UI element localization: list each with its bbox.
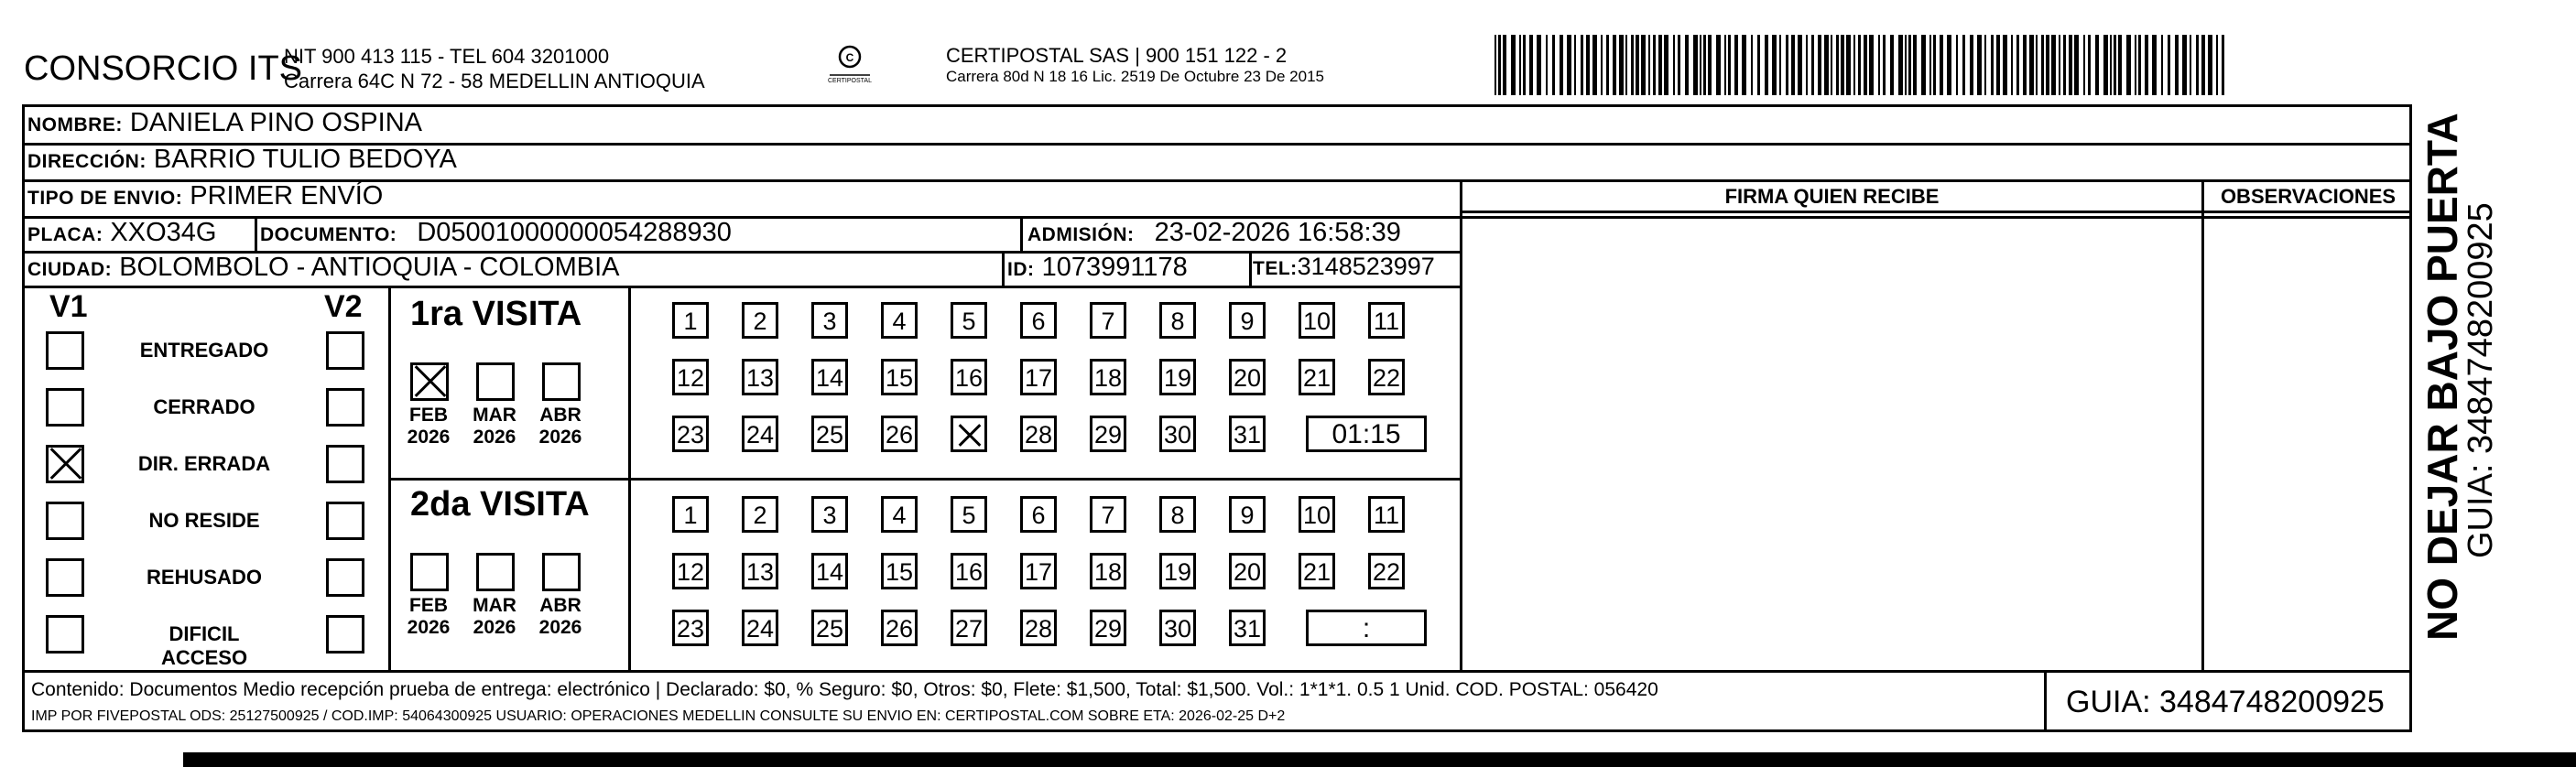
barcode-bar [1956,35,1958,95]
barcode-bar [2074,35,2079,95]
barcode-bar [1606,35,1609,95]
month-year: 2026 [473,427,516,448]
reason-label: CERRADO [153,395,255,418]
barcode-bar [1908,35,1911,95]
barcode-bar [1641,35,1646,95]
barcode-bar [1940,35,1943,95]
barcode-bar [1757,35,1760,95]
reason-label: NO RESIDE [148,509,260,532]
barcode-bar [1636,35,1639,95]
barcode-bar [1613,35,1616,95]
barcode-bar [1772,35,1777,95]
day-box[interactable] [951,416,987,452]
day-box[interactable]: 22 [1368,359,1405,395]
barcode-bar [1779,35,1781,95]
day-box[interactable]: 8 [1159,496,1196,533]
month-label [537,405,584,448]
barcode-bar [1673,35,1675,95]
day-box[interactable]: 20 [1229,359,1266,395]
month-year: 2026 [407,617,451,638]
day-box[interactable]: 17 [1020,553,1057,589]
barcode-bar [1631,35,1634,95]
day-box[interactable]: 31 [1229,610,1266,646]
placa-value: XXO34G [110,218,217,247]
barcode-bar [1890,35,1894,95]
day-box[interactable]: 15 [881,553,918,589]
address-line: Carrera 64C N 72 - 58 MEDELLIN ANTIOQUIA [284,70,705,92]
day-box[interactable]: 29 [1090,610,1126,646]
barcode-bar [2216,35,2218,95]
day-box[interactable]: 12 [672,359,709,395]
day-box[interactable]: 14 [811,359,848,395]
month-year: 2026 [473,617,516,638]
barcode-bar [2011,35,2013,95]
id-field: ID: 1073991178 [1007,253,1188,282]
day-box[interactable]: 7 [1090,302,1126,339]
direccion-value: BARRIO TULIO BEDOYA [153,145,457,174]
month-label [471,405,518,448]
tipo-envio-field: TIPO DE ENVIO: PRIMER ENVÍO [27,181,384,211]
day-box[interactable]: 2 [742,302,778,339]
day-box[interactable]: 9 [1229,496,1266,533]
visit-time-box[interactable]: : [1306,610,1427,646]
no-dejar-notice: NO DEJAR BAJO PUERTA [2418,113,2466,641]
second-visit-title: 2da VISITA [410,485,590,524]
barcode-bar [2016,35,2019,95]
barcode-bar [1703,35,1706,95]
month-label [537,595,584,639]
barcode-bar [1977,35,1982,95]
barcode-bar [1519,35,1521,95]
month-checkbox[interactable] [410,553,449,591]
barcode-bar [2036,35,2038,95]
day-box[interactable]: 17 [1020,359,1057,395]
barcode-bar [1962,35,1965,95]
barcode-bar [1806,35,1808,95]
day-box[interactable]: 6 [1020,302,1057,339]
day-box[interactable]: 25 [811,610,848,646]
barcode-bar [1716,35,1721,95]
month-name: MAR [473,405,516,426]
barcode-bar [1846,35,1851,95]
tipo-envio-value: PRIMER ENVÍO [190,181,384,211]
first-visit-title: 1ra VISITA [410,295,582,333]
month-name: FEB [409,405,448,426]
v1-checkbox[interactable] [46,331,84,370]
day-box[interactable]: 28 [1020,416,1057,452]
direccion-field: DIRECCIÓN: BARRIO TULIO BEDOYA [27,145,457,174]
barcode-bar [1864,35,1867,95]
barcode-bar [1601,35,1603,95]
v1-checkbox[interactable] [46,445,84,483]
month-year: 2026 [407,427,451,448]
day-box[interactable]: 3 [811,302,848,339]
observaciones-header: OBSERVACIONES [2220,185,2397,208]
barcode-bar [1878,35,1880,95]
certipostal-logo [822,40,877,86]
barcode-bar [2118,35,2122,95]
day-box[interactable]: 18 [1090,553,1126,589]
v2-checkbox[interactable] [326,615,364,654]
nombre-value: DANIELA PINO OSPINA [129,108,422,137]
day-box[interactable]: 5 [951,302,987,339]
barcode-bar [1883,35,1886,95]
day-box[interactable]: 1 [672,496,709,533]
day-box[interactable]: 23 [672,416,709,452]
day-box[interactable]: 30 [1159,416,1196,452]
barcode-bar [1765,35,1768,95]
barcode-bar [1921,35,1926,95]
day-box[interactable]: 16 [951,359,987,395]
barcode-bar [1664,35,1668,95]
month-checkbox[interactable] [542,553,581,591]
day-box[interactable]: 21 [1299,553,1335,589]
documento-field: DOCUMENTO: D05001000000054288930 [260,218,732,247]
barcode-bar [1929,35,1931,95]
barcode-bar [1567,35,1571,95]
nit-line: NIT 900 413 115 - TEL 604 3201000 [284,45,610,68]
barcode-bar [1658,35,1662,95]
day-box[interactable]: 13 [742,553,778,589]
day-box[interactable]: 8 [1159,302,1196,339]
day-box[interactable]: 4 [881,302,918,339]
barcode-bar [1586,35,1590,95]
barcode-bar [1947,35,1951,95]
month-checkbox[interactable] [476,362,515,401]
day-box[interactable]: 9 [1229,302,1266,339]
barcode-bar [1574,35,1576,95]
bottom-edge-bar [183,752,2576,767]
admision-value: 23-02-2026 16:58:39 [1154,218,1401,247]
barcode-bar [2208,35,2212,95]
barcode-bar [2083,35,2085,95]
certipostal-line2: Carrera 80d N 18 16 Lic. 2519 De Octubre 23 De 2015 [946,68,1324,85]
day-box[interactable]: 14 [811,553,848,589]
day-box[interactable]: 23 [672,610,709,646]
v2-header: V2 [324,289,363,324]
v1-checkbox[interactable] [46,615,84,654]
placa-field: PLACA: XXO34G [27,218,217,247]
tel-field: TEL:3148523997 [1253,253,1435,280]
barcode-bar [2196,35,2199,95]
reason-label: REHUSADO [147,566,262,589]
barcode-bar [2114,35,2116,95]
svg-text:C: C [845,51,854,64]
barcode-bar [2168,35,2170,95]
day-box[interactable]: 28 [1020,610,1057,646]
reason-label: DIFICIL ACCESO [160,622,248,669]
day-box[interactable]: 19 [1159,553,1196,589]
day-box[interactable]: 25 [811,416,848,452]
barcode-bar [1831,35,1832,95]
visit-time-box[interactable]: 01:15 [1306,416,1427,452]
barcode-bar [1898,35,1903,95]
barcode [1495,35,2227,95]
day-box[interactable]: 15 [881,359,918,395]
barcode-bar [1495,35,1496,95]
barcode-bar [2029,35,2034,95]
barcode-bar [1728,35,1731,95]
barcode-bar [2161,35,2163,95]
barcode-bar [1523,35,1526,95]
barcode-bar [2088,35,2091,95]
v2-checkbox[interactable] [326,558,364,597]
day-box[interactable]: 26 [881,416,918,452]
barcode-bar [1991,35,1994,95]
footer-imp-line: IMP POR FIVEPOSTAL ODS: 25127500925 / COD.IMP: 54064300925 USUARIO: OPERACIONES MEDELLIN CONSULTE SU ENVIO EN: CERTIPOSTAL.COM SOBRE ETA: 2026-02-25 D+2 [31,708,1286,724]
v1-checkbox[interactable] [46,558,84,597]
barcode-bar [1560,35,1563,95]
barcode-bar [1836,35,1839,95]
barcode-bar [1751,35,1753,95]
reason-label: ENTREGADO [139,339,269,362]
certipostal-line1: CERTIPOSTAL SAS | 900 151 122 - 2 [946,44,1288,67]
month-name: MAR [473,595,516,616]
v1-header: V1 [49,289,88,324]
barcode-bar [2095,35,2099,95]
v2-checkbox[interactable] [326,502,364,540]
company-name: CONSORCIO ITS [24,49,303,88]
day-box[interactable]: 18 [1090,359,1126,395]
barcode-bar [1693,35,1698,95]
day-box[interactable]: 5 [951,496,987,533]
barcode-bar [2145,35,2148,95]
v2-checkbox[interactable] [326,388,364,427]
barcode-bar [1798,35,1802,95]
day-box[interactable]: 30 [1159,610,1196,646]
barcode-bar [2201,35,2205,95]
barcode-bar [2138,35,2141,95]
side-guia: GUIA: 3484748200925 [2462,202,2500,558]
barcode-bar [1708,35,1712,95]
month-year: 2026 [538,617,582,638]
barcode-bar [1858,35,1861,95]
day-box[interactable]: 24 [742,610,778,646]
month-checkbox[interactable] [476,553,515,591]
day-box[interactable]: 20 [1229,553,1266,589]
barcode-bar [2059,35,2060,95]
day-box[interactable]: 22 [1368,553,1405,589]
barcode-bar [2175,35,2179,95]
barcode-bar [2046,35,2049,95]
day-box[interactable]: 21 [1299,359,1335,395]
month-label [471,595,518,639]
barcode-bar [2069,35,2072,95]
day-box[interactable]: 3 [811,496,848,533]
barcode-bar [1970,35,1973,95]
barcode-bar [2051,35,2056,95]
svg-text:CERTIPOSTAL: CERTIPOSTAL [828,78,872,84]
month-checkbox[interactable] [542,362,581,401]
barcode-bar [2041,35,2044,95]
barcode-bar [2190,35,2191,95]
day-box[interactable]: 11 [1368,302,1405,339]
day-box[interactable]: 27 [951,610,987,646]
day-box[interactable]: 10 [1299,496,1335,533]
barcode-bar [2003,35,2007,95]
barcode-bar [2126,35,2131,95]
day-box[interactable]: 31 [1229,416,1266,452]
month-year: 2026 [538,427,582,448]
v1-checkbox[interactable] [46,502,84,540]
barcode-bar [1905,35,1907,95]
day-box[interactable]: 13 [742,359,778,395]
footer-guia: GUIA: 3484748200925 [2066,685,2385,719]
barcode-bar [1625,35,1627,95]
day-box[interactable]: 2 [742,496,778,533]
barcode-bar [1742,35,1746,95]
barcode-bar [1996,35,2000,95]
company-info [284,44,705,93]
day-box[interactable]: 1 [672,302,709,339]
barcode-bar [1853,35,1855,95]
month-name: ABR [539,595,582,616]
barcode-bar [1529,35,1533,95]
barcode-bar [1818,35,1821,95]
barcode-bar [2152,35,2157,95]
barcode-bar [1984,35,1986,95]
barcode-bar [2103,35,2108,95]
barcode-bar [1498,35,1501,95]
day-box[interactable]: 10 [1299,302,1335,339]
barcode-bar [1619,35,1624,95]
reason-label: DIR. ERRADA [137,452,271,475]
admision-field: ADMISIÓN: 23-02-2026 16:58:39 [1027,218,1401,247]
barcode-bar [1685,35,1689,95]
day-box[interactable]: 24 [742,416,778,452]
barcode-bar [1552,35,1555,95]
day-box[interactable]: 12 [672,553,709,589]
barcode-bar [1503,35,1506,95]
v2-checkbox[interactable] [326,445,364,483]
barcode-bar [1824,35,1829,95]
ciudad-value: BOLOMBOLO - ANTIOQUIA - COLOMBIA [119,253,620,282]
barcode-bar [1791,35,1795,95]
barcode-bar [2110,35,2112,95]
barcode-bar [2063,35,2066,95]
day-box[interactable]: 29 [1090,416,1126,452]
firma-header: FIRMA QUIEN RECIBE [1724,185,1940,208]
barcode-bar [1546,35,1548,95]
day-box[interactable]: 11 [1368,496,1405,533]
barcode-bar [1581,35,1583,95]
barcode-bar [1653,35,1656,95]
tel-value: 3148523997 [1297,253,1435,280]
barcode-bar [1648,35,1650,95]
barcode-bar [2023,35,2027,95]
barcode-bar [2135,35,2136,95]
footer-content-line: Contenido: Documentos Medio recepción prueba de entrega: electrónico | Declarado: $0, % Seguro: $0, Otros: $0, Flete: $1,500, Total: $1,500. Vol.: 1*1*1. 0.5 1 Unid. COD. POSTAL: 056420 [31,679,1658,700]
ciudad-field: CIUDAD: BOLOMBOLO - ANTIOQUIA - COLOMBIA [27,253,620,282]
documento-value: D05001000000054288930 [417,218,732,247]
barcode-bar [1734,35,1738,95]
day-box[interactable]: 26 [881,610,918,646]
barcode-bar [1913,35,1917,95]
month-name: ABR [539,405,582,426]
month-label [405,595,452,639]
barcode-bar [1678,35,1680,95]
month-checkbox[interactable] [410,362,449,401]
day-box[interactable]: 7 [1090,496,1126,533]
day-box[interactable]: 16 [951,553,987,589]
barcode-bar [1700,35,1701,95]
day-box[interactable]: 19 [1159,359,1196,395]
barcode-bar [1869,35,1874,95]
barcode-bar [1933,35,1936,95]
nombre-field: NOMBRE: DANIELA PINO OSPINA [27,108,422,137]
barcode-bar [1511,35,1516,95]
barcode-bar [2222,35,2224,95]
barcode-bar [1724,35,1726,95]
v1-checkbox[interactable] [46,388,84,427]
barcode-bar [1786,35,1788,95]
month-name: FEB [409,595,448,616]
day-box[interactable]: 4 [881,496,918,533]
certipostal-info [946,44,1324,86]
barcode-bar [1811,35,1814,95]
v2-checkbox[interactable] [326,331,364,370]
barcode-bar [1537,35,1541,95]
barcode-bar [1592,35,1597,95]
barcode-bar [2182,35,2187,95]
id-value: 1073991178 [1041,253,1188,282]
day-box[interactable]: 6 [1020,496,1057,533]
barcode-bar [1841,35,1844,95]
month-label [405,405,452,448]
